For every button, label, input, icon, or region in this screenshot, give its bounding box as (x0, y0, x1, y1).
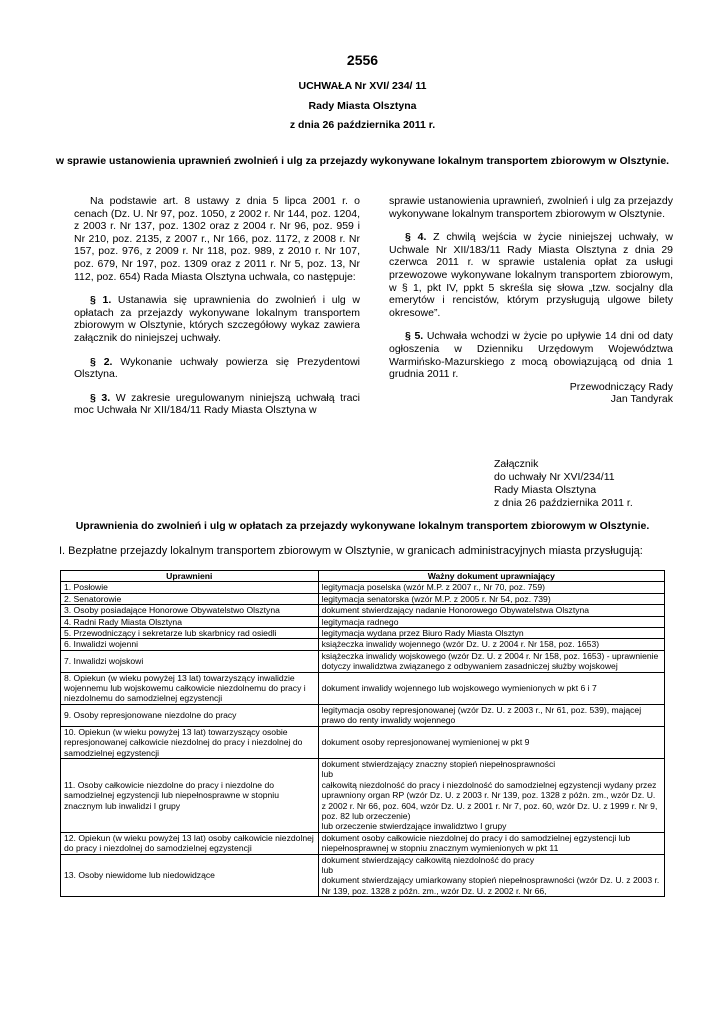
table-row (61, 582, 665, 593)
section-4 (389, 231, 673, 319)
table-row (61, 593, 665, 604)
document-line: książeczka inwalidy wojskowego (wzór Dz. U. z 2004 r. Nr 158, poz. 1653) - uprawnienie dotyczy inwalidztwa związanego z odbywaniem zasadniczej służby wojskowej (321, 650, 659, 672)
left-column (74, 195, 360, 428)
document-line: legitymacja poselska (wzór M.P. z 2007 r., Nr 70, poz. 759) (321, 582, 545, 593)
document-cell (318, 582, 664, 593)
table-body (61, 582, 665, 897)
annex-intro: I. Bezpłatne przejazdy lokalnym transportem zbiorowym w Olsztynie, w granicach administracyjnych miasta przysługują: (59, 545, 643, 557)
entitlements-table (60, 570, 665, 897)
document-line: legitymacja radnego (321, 616, 399, 627)
document-line: dokument stwierdzający umiarkowany stopień niepełnosprawności (wzór Dz. U. z 2003 r. Nr 139, poz. 1328 z późn. zm., wzór Dz. U. z 2002 r. Nr 66, (321, 875, 660, 896)
document-cell (318, 628, 664, 639)
document-line: dokument stwierdzający znaczny stopień niepełnosprawności (321, 758, 556, 769)
table-header-row (61, 571, 665, 582)
resolution-subject: w sprawie ustanowienia uprawnień zwolnień i ulg za przejazdy wykonywane lokalnym transportem zbiorowym w Olsztynie. (55, 155, 670, 167)
table-row (61, 672, 665, 704)
signature-role: Przewodniczący Rady (569, 380, 673, 393)
document-cell (318, 639, 664, 650)
document-line: lub (321, 864, 334, 875)
document-cell (318, 672, 664, 704)
entitled-cell: 1. Posłowie (61, 582, 319, 593)
section-2-text: Wykonanie uchwały powierza się Prezydentowi Olsztyna. (74, 355, 361, 381)
header-entitled: Uprawnieni (61, 571, 319, 582)
table-row (61, 639, 665, 650)
document-cell (318, 758, 664, 832)
legal-basis-paragraph: Na podstawie art. 8 ustawy z dnia 5 lipca 2001 r. o cenach (Dz. U. Nr 97, poz. 1050, z 2002 r. Nr 144, poz. 1204, z 2003 r. Nr 137, poz. 1302 oraz z 2004 r. Nr 96, poz. 959 i Nr 210, poz. 2135, z 2007 r., Nr 166, poz. 1172, z 2008 r. Nr 157, poz. 976, z 2009 r. Nr 118, poz. 989, z 2010 r. Nr 107, poz. 679, Nr 197, poz. 1309 oraz z 2011 r. Nr 5, poz. 13, Nr 112, poz. 654) Rada Miasta Olsztyna uchwala, co następuje: (74, 195, 360, 283)
annex-line-1: Załącznik (494, 458, 539, 470)
entitled-cell: 7. Inwalidzi wojskowi (61, 650, 319, 672)
document-line: dokument stwierdzający nadanie Honorowego Obywatelstwa Olsztyna (321, 605, 590, 616)
entitled-cell: 13. Osoby niewidome lub niedowidzące (61, 854, 319, 897)
section-1-mark: § 1. (90, 294, 112, 307)
section-5-mark: § 5. (405, 330, 424, 343)
entitled-cell: 3. Osoby posiadające Honorowe Obywatelstwo Olsztyna (61, 605, 319, 616)
entitled-cell: 4. Radni Rady Miasta Olsztyna (61, 616, 319, 627)
table-row (61, 650, 665, 672)
table-row (61, 726, 665, 758)
document-cell (318, 593, 664, 604)
header-document: Ważny dokument uprawniający (318, 571, 664, 582)
document-line: dokument osoby całkowicie niezdolnej do pracy i do samodzielnej egzystencji lub niepełnosprawnej w stopniu znacznym wymienionych w pkt 11 (321, 832, 631, 854)
document-cell (318, 726, 664, 758)
document-line: całkowitą niezdolność do pracy i niezdolność do samodzielnej egzystencji wydany przez uprawniony organ RP (wzór Dz. U. z 2003 r. Nr 139, poz. 1328 z późn. zm., wzór Dz. U. z 2002 r. Nr 66, poz. 604, wzór Dz. U. z 2001 r. Nr 7, poz. 60, wzór Dz. U. z 1999 r. Nr 9, poz. 82 lub orzeczenie) (321, 779, 658, 821)
table-row (61, 616, 665, 627)
resolution-date: z dnia 26 października 2011 r. (289, 119, 436, 131)
annex-line-3: Rady Miasta Olsztyna (494, 484, 597, 496)
annex-title: Uprawnienia do zwolnień i ulg w opłatach za przejazdy wykonywane lokalnym transportem zbiorowym w Olsztynie. (75, 520, 650, 532)
document-cell (318, 616, 664, 627)
entitled-cell: 6. Inwalidzi wojenni (61, 639, 319, 650)
document-line: lub (321, 769, 334, 780)
document-line: legitymacja wydana przez Biuro Rady Miasta Olsztyn (321, 628, 524, 639)
document-cell (318, 854, 664, 897)
section-3-text: W zakresie uregulowanym niniejszą uchwałą traci moc Uchwała Nr XII/184/11 Rady Miasta Olsztyna w (74, 391, 361, 417)
document-line: dokument osoby represjonowanej wymienionej w pkt 9 (321, 737, 530, 748)
section-4-mark: § 4. (405, 231, 427, 244)
section-3 (74, 392, 360, 417)
table-row (61, 832, 665, 854)
document-cell (318, 704, 664, 726)
section-2 (74, 356, 360, 381)
section-1-text: Ustanawia się uprawnienia do zwolnień i ulg w opłatach za przejazdy wykonywane lokalnym transportem zbiorowym w Olsztynie, których szczegółowy wykaz zawiera załącznik do niniejszej uchwały. (74, 294, 360, 344)
section-5 (389, 330, 673, 380)
section-3-mark: § 3. (90, 391, 111, 404)
table-row (61, 854, 665, 897)
annex-line-2: do uchwały Nr XVI/234/11 (494, 471, 615, 483)
entitled-cell: 11. Osoby całkowicie niezdolne do pracy i niezdolne do samodzielnej egzystencji lub niepełnosprawne w stopniu znacznym lub inwalidzi I grupy (61, 758, 319, 832)
entitled-cell: 8. Opiekun (w wieku powyżej 13 lat) towarzyszący inwalidzie wojennemu lub wojskowemu całkowicie niezdolnemu do pracy i niezdolnemu do samodzielnej egzystencji (61, 672, 319, 704)
document-cell (318, 832, 664, 854)
document-cell (318, 650, 664, 672)
document-line: legitymacja senatorska (wzór M.P. z 2005 r. Nr 54, poz. 739) (321, 593, 551, 604)
resolution-body: Rady Miasta Olsztyna (308, 100, 417, 112)
entitled-cell: 10. Opiekun (w wieku powyżej 13 lat) towarzyszący osobie represjonowanej całkowicie niezdolnej do pracy i niezdolnej do samodzielnej egzystencji (61, 726, 319, 758)
document-cell (318, 605, 664, 616)
entitled-cell: 2. Senatorowie (61, 593, 319, 604)
document-line: lub orzeczenie stwierdzające inwalidztwo I grupy (321, 821, 507, 832)
resolution-title: UCHWAŁA Nr XVI/ 234/ 11 (298, 80, 427, 92)
table-row (61, 605, 665, 616)
annex-header (494, 458, 633, 510)
section-3-continuation: sprawie ustanowienia uprawnień, zwolnień i ulg za przejazdy wykonywane lokalnym transportem zbiorowym w Olsztynie. (389, 195, 673, 220)
entitled-cell: 5. Przewodniczący i sekretarze lub skarbnicy rad osiedli (61, 628, 319, 639)
annex-line-4: z dnia 26 października 2011 r. (494, 497, 633, 509)
section-5-text: Uchwała wchodzi w życie po upływie 14 dni od daty ogłoszenia w Dzienniku Urzędowym Województwa Warmińsko-Mazurskiego z mocą obowiązującą od dnia 1 grudnia 2011 r. (389, 330, 673, 381)
table-row (61, 758, 665, 832)
document-line: dokument inwalidy wojennego lub wojskowego wymienionych w pkt 6 i 7 (321, 683, 597, 694)
right-column (389, 195, 673, 406)
journal-position-number: 2556 (346, 52, 379, 68)
document-line: dokument stwierdzający całkowitą niezdolność do pracy (321, 854, 535, 865)
table-row (61, 628, 665, 639)
section-4-text: Z chwilą wejścia w życie niniejszej uchwały, w Uchwale Nr XII/183/11 Rady Miasta Olsztyna z dnia 29 czerwca 2011 r. w sprawie ustalenia opłat za usługi przewozowe wykonywane lokalnym transportem zbiorowym, w § 1, pkt IV, ppkt 5 skreśla się słowa „tzw. socjalny dla emerytów i rencistów, którym przysługują ulgowe bilety okresowe”. (389, 231, 673, 319)
entitled-cell: 12. Opiekun (w wieku powyżej 13 lat) osoby całkowicie niezdolnej do pracy i niezdolnej do samodzielnej egzystencji (61, 832, 319, 854)
section-2-mark: § 2. (90, 355, 113, 368)
document-line: legitymacja osoby represjonowanej (wzór Dz. U. z 2003 r., Nr 61, poz. 539), mającej prawo do renty inwalidy wojennego (321, 704, 642, 726)
entitled-cell: 9. Osoby represjonowane niezdolne do pracy (61, 704, 319, 726)
document-line: książeczka inwalidy wojennego (wzór Dz. U. z 2004 r. Nr 158, poz. 1653) (321, 639, 600, 650)
table-row (61, 704, 665, 726)
signature-name: Jan Tandyrak (610, 393, 673, 406)
section-1 (74, 294, 360, 344)
